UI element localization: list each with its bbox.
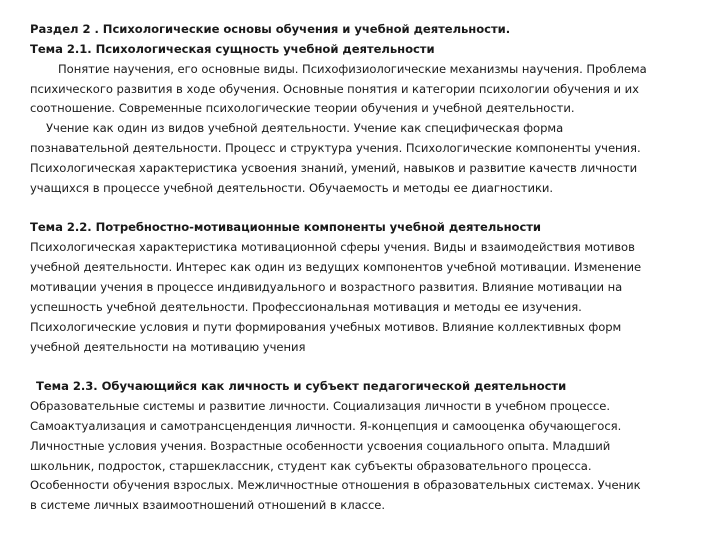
section-gap	[30, 199, 695, 219]
section-title: Раздел 2 . Психологические основы обучения и учебной деятельности.	[30, 22, 511, 36]
paragraph-line: познавательной деятельности. Процесс и структура учения. Психологические компоненты учения.	[30, 141, 641, 156]
paragraph-line: Образовательные системы и развитие личности. Социализация личности в учебном процессе.	[30, 399, 610, 414]
paragraph-line: Психологическая характеристика усвоения знаний, умений, навыков и развитие качеств личности	[30, 160, 638, 175]
section-gap	[30, 357, 695, 377]
paragraph-line: школьник, подросток, старшеклассник, студент как субъекты образовательного процесса.	[30, 458, 592, 473]
topic-heading-2-3: Тема 2.3. Обучающийся как личность и субъект педагогической деятельности	[36, 379, 567, 394]
paragraph-line: Личностные условия учения. Возрастные особенности усвоения социального опыта. Младший	[30, 438, 611, 453]
topic-heading-2-1: Тема 2.1. Психологическая сущность учебной деятельности	[30, 41, 435, 56]
topic-heading-2-2: Тема 2.2. Потребностно-мотивационные компоненты учебной деятельности	[30, 220, 542, 235]
paragraph-line: Самоактуализация и самотрансценденция личности. Я-концепция и самооценка обучающегося.	[30, 418, 622, 433]
paragraph-line: учебной деятельности на мотивацию учения	[30, 339, 306, 354]
paragraph-line: в системе личных взаимоотношений отношений в классе.	[30, 498, 386, 513]
paragraph-line: Учение как один из видов учебной деятельности. Учение как специфическая форма	[46, 121, 564, 136]
paragraph-line: мотивации учения в процессе индивидуального и возрастного развития. Влияние мотивации на	[30, 279, 623, 294]
paragraph-line: учебной деятельности. Интерес как один из ведущих компонентов учебной мотивации. Изменение	[30, 260, 642, 275]
paragraph-line: психического развития в ходе обучения. Основные понятия и категории психологии обучения и их	[30, 81, 639, 96]
paragraph-line: Особенности обучения взрослых. Межличностные отношения в образовательных системах. Ученик	[30, 478, 641, 493]
paragraph-line: Понятие научения, его основные виды. Психофизиологические механизмы научения. Проблема	[58, 61, 647, 76]
document-page	[30, 20, 695, 516]
paragraph-line: Психологические условия и пути формирования учебных мотивов. Влияние коллективных форм	[30, 319, 622, 334]
paragraph-line: учащихся в процессе учебной деятельности. Обучаемость и методы ее диагностики.	[30, 180, 554, 195]
paragraph-line: успешность учебной деятельности. Профессиональная мотивация и методы ее изучения.	[30, 299, 582, 314]
paragraph-line: соотношение. Современные психологические теории обучения и учебной деятельности.	[30, 101, 575, 116]
paragraph-line: Психологическая характеристика мотивационной сферы учения. Виды и взаимодействия мотивов	[30, 240, 635, 255]
